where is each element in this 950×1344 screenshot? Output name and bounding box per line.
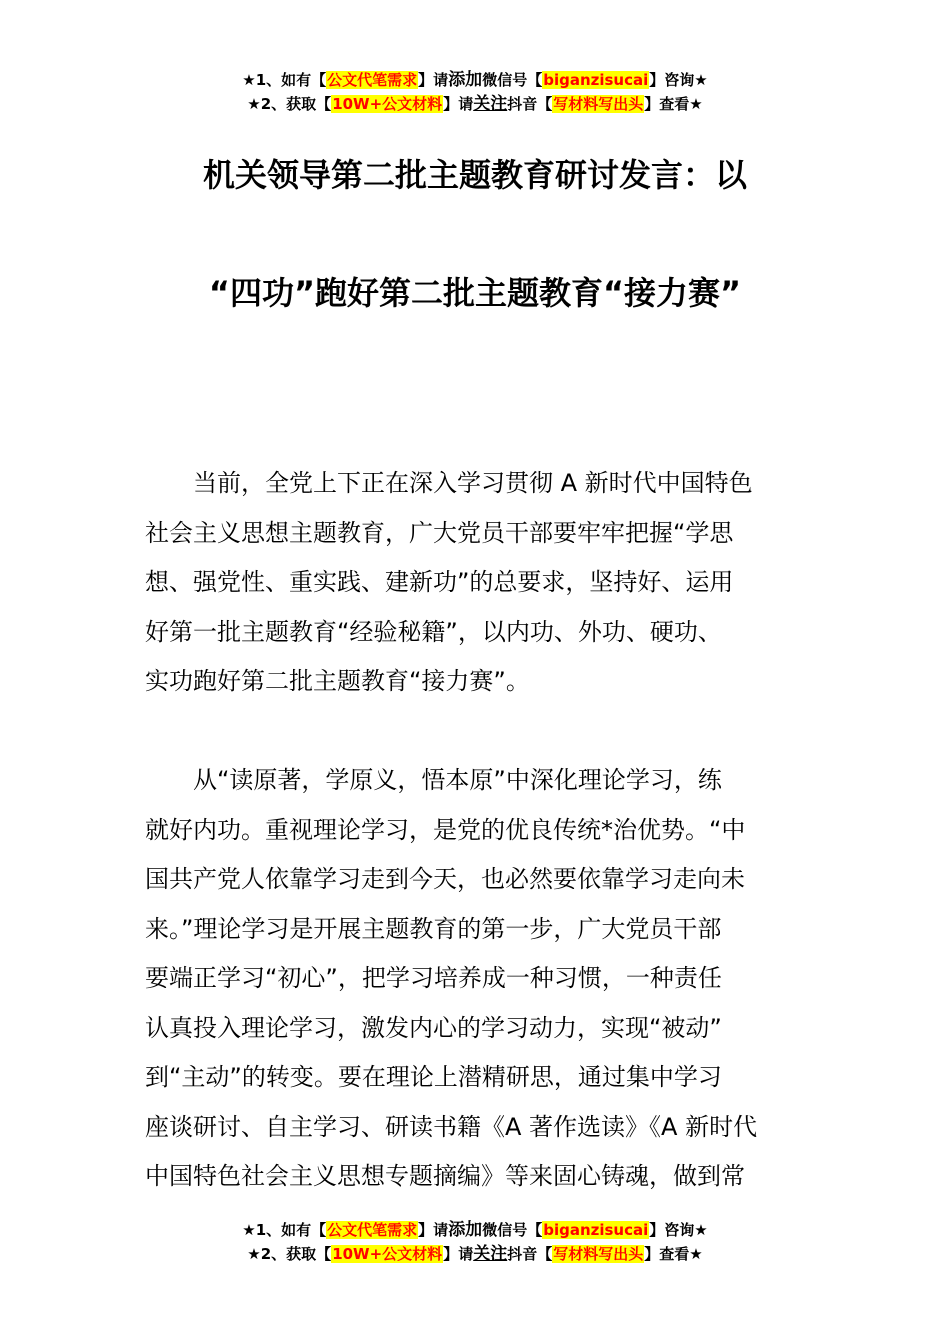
promo-text: ★2、获取【 <box>247 95 332 113</box>
paragraph-line: 想、强党性、重实践、建新功”的总要求，坚持好、运用 <box>145 568 734 596</box>
paragraph-line: 认真投入理论学习，激发内心的学习动力，实现“被动” <box>145 1013 722 1042</box>
paragraph-line: 就好内功。重视理论学习，是党的优良传统*治优势。“中 <box>145 815 746 844</box>
paragraph-line: 国共产党人依靠学习走到今天，也必然要依靠学习走向未 <box>145 865 745 893</box>
paragraph-line: 中国特色社会主义思想专题摘编》等来固心铸魂，做到常 <box>145 1162 745 1190</box>
promo-text: 抖音【 <box>507 95 553 113</box>
promo-text: 】查看★ <box>644 95 703 113</box>
promo-emphasis: 关注 <box>473 1244 508 1264</box>
promo-highlight: 10W+公文材料 <box>332 95 443 113</box>
bottom-promo-banner <box>0 1218 950 1266</box>
paragraph-line: 要端正学习“初心”，把学习培养成一种习惯，一种责任 <box>145 964 722 992</box>
paragraph-line: 社会主义思想主题教育，广大党员干部要牢牢把握“学思 <box>145 518 734 547</box>
promo-text: 微信号【 <box>482 1221 543 1239</box>
document-title-line-1: 机关领导第二批主题教育研讨发言：以 <box>202 156 747 194</box>
document-title-line-2: “四功”跑好第二批主题教育“接力赛” <box>208 274 742 312</box>
promo-text: ★2、获取【 <box>247 1245 332 1263</box>
promo-text: 】咨询★ <box>649 1221 708 1239</box>
promo-text: 】请 <box>418 1221 449 1239</box>
promo-highlight: 10W+公文材料 <box>332 1245 443 1263</box>
promo-text: 】查看★ <box>644 1245 703 1263</box>
paragraph-line: 当前，全党上下正在深入学习贯彻 A 新时代中国特色 <box>145 469 753 497</box>
promo-emphasis: 关注 <box>473 94 508 114</box>
paragraph-line: 好第一批主题教育“经验秘籍”，以内功、外功、硬功、 <box>145 617 722 646</box>
promo-line-2 <box>0 1242 950 1266</box>
promo-wechat-id: biganzisucai <box>543 1221 649 1239</box>
paragraph-line: 到“主动”的转变。要在理论上潜精研思，通过集中学习 <box>145 1063 722 1091</box>
paragraph-line: 从“读原著，学原义，悟本原”中深化理论学习，练 <box>145 766 722 794</box>
promo-text: 】咨询★ <box>649 71 708 89</box>
top-promo-banner <box>0 68 950 116</box>
promo-douyin-account: 写材料写出头 <box>553 95 644 113</box>
promo-line-1 <box>0 1218 950 1242</box>
promo-line-2 <box>0 92 950 116</box>
promo-highlight: 公文代笔需求 <box>327 71 418 89</box>
paragraph-line: 来。”理论学习是开展主题教育的第一步，广大党员干部 <box>145 914 722 943</box>
paragraph-intro <box>145 459 810 707</box>
promo-wechat-id: biganzisucai <box>543 71 649 89</box>
paragraph-theory-study <box>145 756 810 1202</box>
promo-text: ★1、如有【 <box>242 71 327 89</box>
promo-line-1 <box>0 68 950 92</box>
promo-emphasis: 添加 <box>448 70 483 90</box>
promo-text: 】请 <box>418 71 449 89</box>
promo-douyin-account: 写材料写出头 <box>553 1245 644 1263</box>
promo-text: 】请 <box>443 95 474 113</box>
promo-text: 微信号【 <box>482 71 543 89</box>
paragraph-line: 实功跑好第二批主题教育“接力赛”。 <box>145 667 530 695</box>
promo-text: 】请 <box>443 1245 474 1263</box>
promo-emphasis: 添加 <box>448 1220 483 1240</box>
paragraph-line: 座谈研讨、自主学习、研读书籍《A 著作选读》《A 新时代 <box>145 1112 758 1141</box>
promo-highlight: 公文代笔需求 <box>327 1221 418 1239</box>
promo-text: ★1、如有【 <box>242 1221 327 1239</box>
promo-text: 抖音【 <box>507 1245 553 1263</box>
